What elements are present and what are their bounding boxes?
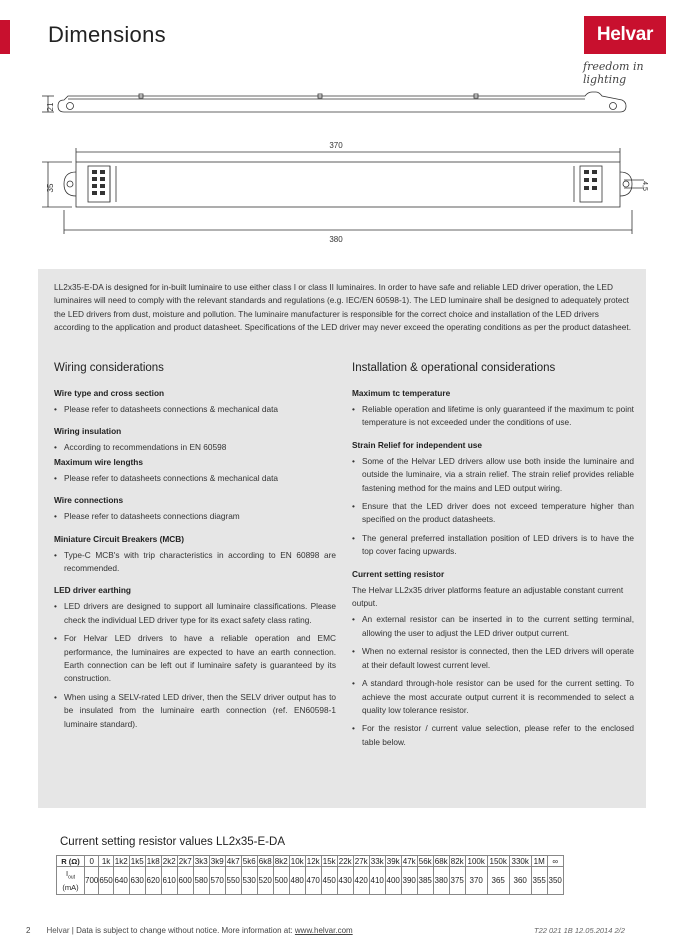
list-item: • The general preferred installation position of LED drivers is to have the top cover facing upwards.: [352, 532, 634, 559]
current-cell: 380: [433, 867, 449, 895]
strain-relief-heading: Strain Relief for independent use: [352, 439, 483, 450]
resistance-label: R (Ω): [57, 856, 85, 867]
resistance-cell: 47k: [402, 856, 416, 866]
current-cell: 360: [509, 867, 531, 895]
resistance-cell: 3k3: [194, 856, 208, 866]
current-cell: 430: [337, 867, 353, 895]
current-cell: 350: [547, 867, 563, 895]
current-cell: 530: [241, 867, 257, 895]
current-cell: 375: [449, 867, 465, 895]
intro-paragraph: LL2x35-E-DA is designed for in-built luminaire to use either class I or class II luminaires. In order to have safe and reliable LED driver operation, the LED luminaires will need to comply with the relevant standards and regulations (e.g. IEC/EN 60598-1). The LED luminaire shall be designed to adequately protect the LED drivers from dust, moisture and pollution. The luminaire manufacturer is responsible for the correct choice and installation of the LED drivers according to the application and product datasheet. Specifications of the LED driver may never exceed the operating conditions as per the product datasheet.: [54, 282, 631, 333]
wire-length-heading: Maximum wire lengths: [54, 456, 143, 467]
resistance-cell: 10k: [290, 856, 304, 866]
resistance-cell: 68k: [434, 856, 448, 866]
mcb-heading: Miniature Circuit Breakers (MCB): [54, 533, 185, 544]
wire-connections-heading: Wire connections: [54, 495, 124, 506]
footer-text: | Data is subject to change without notice. More information at:: [69, 926, 295, 935]
resistance-cell: 27k: [354, 856, 368, 866]
current-cell: 700: [85, 867, 99, 895]
wiring-heading: Wiring considerations: [54, 362, 164, 374]
resistance-cell: 8k2: [274, 856, 288, 866]
current-cell: 600: [177, 867, 193, 895]
resistance-cell: 82k: [450, 856, 464, 866]
list-item: • According to recommendations in EN 60598: [54, 441, 336, 454]
current-cell: 630: [129, 867, 145, 895]
resistance-cell: 39k: [386, 856, 400, 866]
resistance-cell: 15k: [322, 856, 336, 866]
helvar-logo: Helvar: [584, 16, 666, 54]
resistance-cell: 150k: [487, 856, 509, 867]
resistance-cell: 33k: [370, 856, 384, 866]
current-cell: 500: [273, 867, 289, 895]
section-accent-bar: [0, 20, 10, 54]
wire-insulation-heading: Wiring insulation: [54, 426, 122, 437]
resistor-table-title: Current setting resistor values LL2x35-E-DA: [60, 836, 285, 848]
current-cell: 640: [113, 867, 129, 895]
footer-link[interactable]: www.helvar.com: [294, 926, 353, 935]
dimensions-drawing: [40, 82, 650, 252]
resistance-cell: 1k5: [130, 856, 144, 866]
current-cell: 400: [385, 867, 401, 895]
list-item: • For Helvar LED drivers to have a reliable operation and EMC performance, the luminaires are expected to have an earth connection. Earth connection can be left out if luminaire safety is guaranteed by its construction.: [54, 632, 336, 686]
resistance-cell: 330k: [509, 856, 531, 867]
resistor-paragraph: The Helvar LL2x35 driver platforms feature an adjustable constant current output.: [352, 584, 624, 609]
list-item: • A standard through-hole resistor can be used for the current setting. To achieve the most accurate output current it is recommended to select a quality low tolerance resistor.: [352, 677, 634, 717]
list-item: • Please refer to datasheets connections & mechanical data: [54, 403, 336, 416]
current-cell: 470: [305, 867, 321, 895]
current-cell: 550: [225, 867, 241, 895]
page-number: 2: [26, 926, 31, 935]
resistance-cell: 6k8: [258, 856, 272, 866]
current-cell: 610: [161, 867, 177, 895]
page-footer: [26, 926, 353, 935]
earthing-heading: LED driver earthing: [54, 585, 131, 596]
page-title: Dimensions: [48, 22, 166, 47]
top-view-outline: [76, 162, 620, 207]
list-item: • Please refer to datasheets connections & mechanical data: [54, 472, 336, 485]
list-item: • Reliable operation and lifetime is only guaranteed if the maximum tc point temperature is not exceeded under the conditions of use.: [352, 403, 634, 430]
resistor-table: [56, 855, 564, 895]
resistance-cell: 1M: [531, 856, 547, 867]
current-cell: 370: [465, 867, 487, 895]
resistance-cell: 12k: [306, 856, 320, 866]
resistance-row: [57, 856, 564, 867]
list-item: • Type-C MCB's with trip characteristics in according to EN 60898 are recommended.: [54, 549, 336, 576]
list-item: • For the resistor / current value selection, please refer to the enclosed table below.: [352, 722, 634, 749]
current-cell: 580: [193, 867, 209, 895]
list-item: • Some of the Helvar LED drivers allow use both inside the luminaire and outside the luminaire, via a strain relief. The strain relief provides reliable fastening method for the mains and LED output wiring.: [352, 455, 634, 495]
resistance-cell: 1k8: [146, 856, 160, 866]
current-cell: 620: [145, 867, 161, 895]
resistance-cell: 56k: [418, 856, 432, 866]
resistance-cell: 100k: [465, 856, 487, 867]
resistance-cell: ∞: [547, 856, 563, 867]
list-item: • When no external resistor is connected, then the LED drivers will operate at their default lowest current level.: [352, 645, 634, 672]
wiring-column: [54, 362, 336, 736]
list-item: • LED drivers are designed to support all luminaire classifications. Please check the individual LED driver type for its exact safety class rating.: [54, 600, 336, 627]
current-cell: 650: [99, 867, 113, 895]
tc-temperature-heading: Maximum tc temperature: [352, 388, 451, 398]
resistance-cell: 1k: [99, 856, 113, 867]
dim-label-21: 21: [46, 102, 55, 112]
resistance-cell: 1k2: [114, 856, 128, 866]
resistor-heading: Current setting resistor: [352, 568, 445, 579]
list-item: • Ensure that the LED driver does not exceed temperature higher than specified on the product datasheets.: [352, 500, 634, 527]
list-item: • When using a SELV-rated LED driver, then the SELV driver output has to be insulated from the luminaire earth connection (ref. EN60598-1 luminaire standard).: [54, 691, 336, 731]
current-cell: 355: [531, 867, 547, 895]
resistance-cell: 2k7: [178, 856, 192, 866]
dim-label-35: 35: [46, 183, 55, 193]
resistance-cell: 0: [85, 856, 99, 867]
current-cell: 520: [257, 867, 273, 895]
dim-label-370: 370: [329, 141, 343, 150]
current-cell: 450: [321, 867, 337, 895]
resistance-cell: 3k9: [210, 856, 224, 866]
resistance-cell: 5k6: [242, 856, 256, 866]
resistance-cell: 2k2: [162, 856, 176, 866]
current-row: [57, 867, 564, 895]
list-item: • An external resistor can be inserted in to the current setting terminal, allowing the user to adjust the LED driver output current.: [352, 613, 634, 640]
current-cell: 390: [401, 867, 417, 895]
current-cell: 480: [289, 867, 305, 895]
resistance-cell: 22k: [338, 856, 352, 866]
current-label: $I_{out}$ (mA): [57, 867, 85, 895]
current-cell: 385: [417, 867, 433, 895]
list-item: • Please refer to datasheets connections diagram: [54, 510, 336, 523]
current-cell: 570: [209, 867, 225, 895]
installation-heading: Installation & operational considerations: [352, 362, 556, 374]
footer-brand: Helvar: [46, 926, 70, 935]
document-reference: T22 021 1B 12.05.2014 2/2: [534, 926, 625, 935]
current-cell: 365: [487, 867, 509, 895]
logo-tagline: freedom in lighting: [583, 60, 644, 86]
dim-label-380: 380: [329, 235, 343, 244]
wire-type-heading: Wire type and cross section: [54, 388, 165, 398]
installation-column: [352, 362, 634, 754]
resistance-cell: 4k7: [226, 856, 240, 866]
current-cell: 410: [369, 867, 385, 895]
current-cell: 420: [353, 867, 369, 895]
dim-label-hole: 4,5: [641, 181, 648, 191]
